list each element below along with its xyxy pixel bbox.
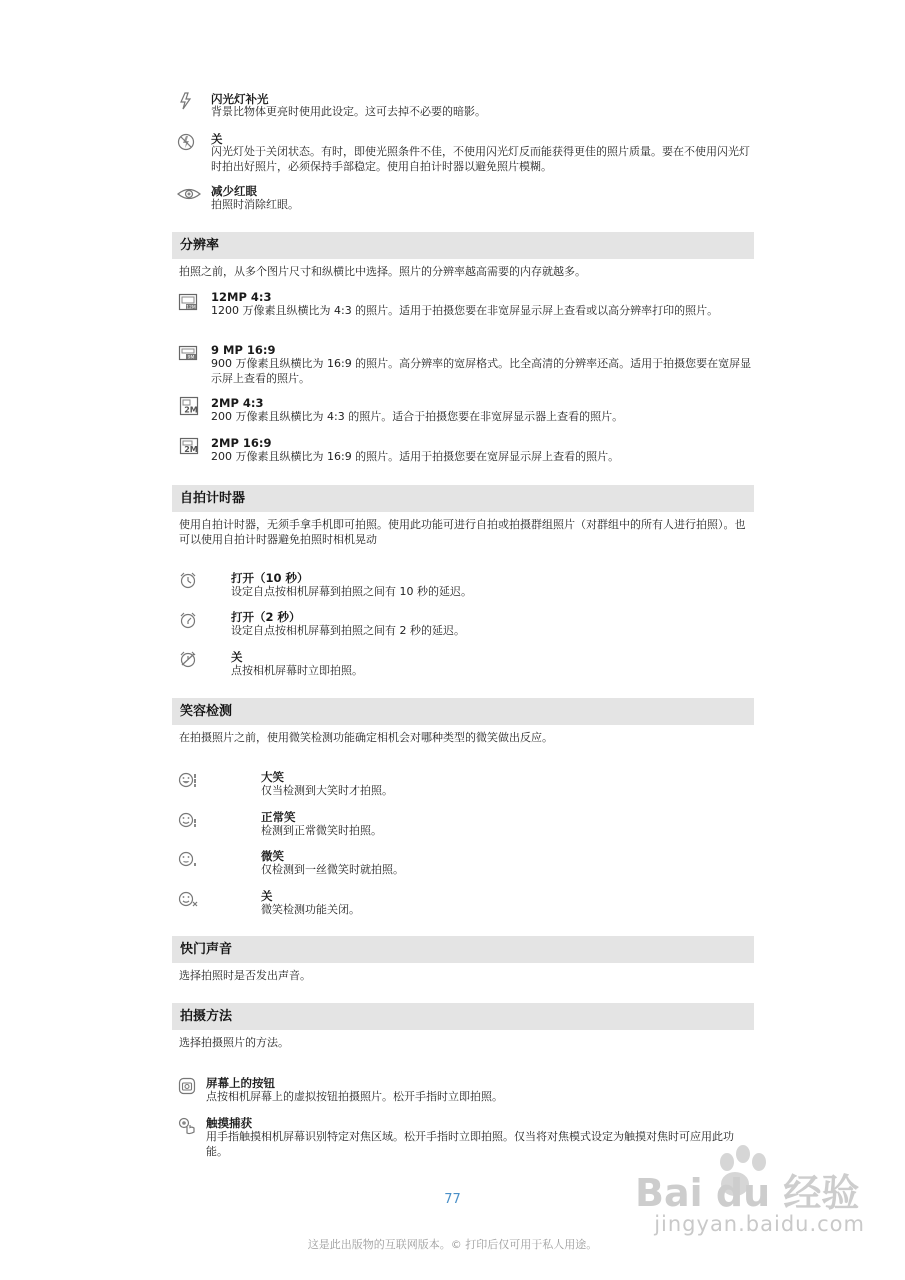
svg-text:2M: 2M [184, 405, 198, 415]
touch-capture-icon [178, 1117, 196, 1135]
section-heading-resolution: 分辨率 [172, 232, 754, 259]
timer-2s-title: 打开（2 秒） [231, 610, 301, 624]
flash-off-title: 关 [211, 132, 223, 146]
smile-big-desc: 仅当检测到大笑时才拍照。 [261, 784, 393, 797]
flash-fill-title: 闪光灯补光 [211, 92, 269, 106]
section-heading-capture: 拍摄方法 [172, 1003, 754, 1030]
resolution-2mp-43-desc: 200 万像素且纵横比为 4:3 的照片。适合于拍摄您要在非宽屏显示器上查看的照片。 [211, 410, 624, 423]
flash-off-desc: 闪光灯处于关闭状态。有时，即使光照条件不佳，不使用闪光灯反而能获得更佳的照片质量。要在不使用闪光灯时拍出好照片，必须保持手部稳定。使用自拍计时器以避免照片模糊。 [211, 145, 750, 173]
capture-intro: 选择拍摄照片的方法。 [179, 1036, 289, 1049]
page-number: 77 [444, 1192, 461, 1207]
smile-normal-title: 正常笑 [261, 810, 296, 824]
onscreen-button-title: 屏幕上的按钮 [206, 1076, 275, 1090]
timer-10s-icon [179, 571, 197, 589]
resolution-2mp-43-icon [179, 396, 199, 416]
resolution-9mp-title: 9 MP 16:9 [211, 343, 276, 357]
shutter-intro: 选择拍照时是否发出声音。 [179, 969, 311, 982]
smile-off-desc: 微笑检测功能关闭。 [261, 903, 360, 916]
timer-2s-desc: 设定自点按相机屏幕到拍照之间有 2 秒的延迟。 [231, 624, 465, 637]
resolution-9mp-desc: 900 万像素且纵横比为 16:9 的照片。高分辨率的宽屏格式。比全高清的分辨率还高。适用于拍摄您要在宽屏显示屏上查看的照片。 [211, 357, 752, 385]
timer-off-desc: 点按相机屏幕时立即拍照。 [231, 664, 363, 677]
resolution-12mp-desc: 1200 万像素且纵横比为 4:3 的照片。适用于拍摄您要在非宽屏显示屏上查看或以高分辨率打印的照片。 [211, 304, 719, 317]
smile-slight-title: 微笑 [261, 849, 284, 863]
flash-fill-icon [177, 92, 195, 110]
smile-intro: 在拍摄照片之前，使用微笑检测功能确定相机会对哪种类型的微笑做出反应。 [179, 731, 553, 744]
resolution-9mp-icon [178, 343, 198, 363]
timer-2s-icon [179, 611, 197, 629]
smile-off-title: 关 [261, 889, 273, 903]
section-heading-smile: 笑容检测 [172, 698, 754, 725]
red-eye-icon [177, 185, 201, 203]
smile-big-icon [178, 771, 198, 789]
smile-slight-icon [178, 850, 198, 868]
svg-text:2M: 2M [184, 445, 198, 454]
red-eye-desc: 拍照时消除红眼。 [211, 198, 299, 211]
svg-text:Bai du 经验: Bai du 经验 [635, 1171, 860, 1215]
timer-10s-desc: 设定自点按相机屏幕到拍照之间有 10 秒的延迟。 [231, 585, 472, 598]
flash-fill-desc: 背景比物体更亮时使用此设定。这可去掉不必要的暗影。 [211, 105, 486, 118]
resolution-intro: 拍照之前，从多个图片尺寸和纵横比中选择。照片的分辨率越高需要的内存就越多。 [179, 265, 586, 278]
self-timer-intro: 使用自拍计时器，无须手拿手机即可拍照。使用此功能可进行自拍或拍摄群组照片（对群组中的所有人进行拍照）。也可以使用自拍计时器避免拍照时相机晃动 [179, 518, 746, 546]
red-eye-title: 减少红眼 [211, 184, 257, 198]
svg-text:9M: 9M [187, 355, 195, 361]
flash-off-icon [177, 133, 195, 151]
page-footer: 这是此出版物的互联网版本。© 打印后仅可用于私人用途。 [307, 1238, 598, 1251]
section-heading-shutter: 快门声音 [172, 936, 754, 963]
smile-off-icon [178, 890, 198, 908]
section-heading-self-timer: 自拍计时器 [172, 485, 754, 512]
timer-10s-title: 打开（10 秒） [231, 571, 309, 585]
onscreen-button-icon [178, 1077, 196, 1095]
watermark-url: jingyan.baidu.com [654, 1212, 865, 1236]
resolution-2mp-169-icon [179, 436, 199, 456]
smile-normal-desc: 检测到正常微笑时拍照。 [261, 824, 382, 837]
timer-off-icon [179, 650, 197, 668]
resolution-2mp-169-desc: 200 万像素且纵横比为 16:9 的照片。适用于拍摄您要在宽屏显示屏上查看的照片。 [211, 450, 620, 463]
timer-off-title: 关 [231, 650, 243, 664]
resolution-12mp-icon [178, 292, 198, 312]
smile-slight-desc: 仅检测到一丝微笑时就拍照。 [261, 863, 404, 876]
resolution-2mp-43-title: 2MP 4:3 [211, 396, 264, 410]
resolution-2mp-169-title: 2MP 16:9 [211, 436, 272, 450]
resolution-12mp-title: 12MP 4:3 [211, 290, 272, 304]
svg-text:12M: 12M [186, 305, 196, 311]
smile-normal-icon [178, 811, 198, 829]
smile-big-title: 大笑 [261, 770, 284, 784]
onscreen-button-desc: 点按相机屏幕上的虚拟按钮拍摄照片。松开手指时立即拍照。 [206, 1090, 503, 1103]
touch-capture-title: 触摸捕获 [206, 1116, 252, 1130]
touch-capture-desc: 用手指触摸相机屏幕识别特定对焦区域。松开手指时立即拍照。仅当将对焦模式设定为触摸对焦时可应用此功能。 [206, 1130, 734, 1158]
